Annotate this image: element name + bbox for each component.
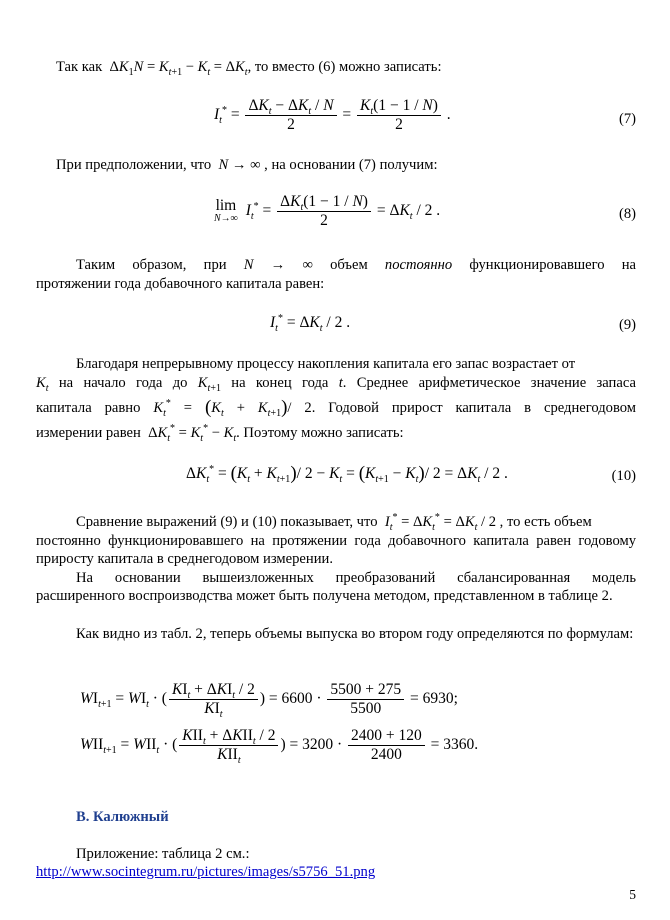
text: капитала равно xyxy=(36,400,141,416)
text: , на основании (7) получим: xyxy=(264,157,438,173)
equation-number: (9) xyxy=(618,317,636,333)
text: При предположении, что xyxy=(56,157,212,173)
inline-formula: $I_t^* = \Delta K_t^* = \Delta K_t / 2$ xyxy=(384,512,500,533)
text-emphasis: постоянно xyxy=(384,257,453,273)
paragraph-4-line-1: Благодаря непрерывному процессу накопления капитала его запас возрастает от xyxy=(76,356,576,372)
value: 2400 xyxy=(370,746,402,763)
text: функционировавшего на xyxy=(469,257,636,273)
inline-formula: $K_{t+1}$ xyxy=(197,375,221,394)
value: 5500 xyxy=(350,700,382,717)
inline-formula: $\Delta K_1N = K_{t+1} - K_t = \Delta K_t$ xyxy=(105,59,248,78)
inline-formula: N → ∞ xyxy=(218,157,265,173)
value: 2400 xyxy=(351,727,383,744)
value: 3360 xyxy=(443,736,475,754)
equation-number: (7) xyxy=(618,111,636,127)
value: 6930 xyxy=(422,690,454,708)
paragraph-5-rest: постоянно функционировавшего на протяжении года добавочного капитала равен годовому приросту капитала в среднегодовом измерении. xyxy=(36,533,636,567)
value: 3200 xyxy=(302,736,334,754)
paragraph-3-line-1 xyxy=(76,256,636,274)
paragraph-4-line-2 xyxy=(36,374,636,392)
author-name: В. Калюжный xyxy=(76,809,169,825)
paragraph-4-line-4 xyxy=(36,424,404,442)
appendix-label: Приложение: таблица 2 см.: xyxy=(76,846,250,862)
text: Сравнение выражений (9) и (10) показывает, что xyxy=(76,514,378,530)
text: на начало года до xyxy=(58,375,188,391)
paragraph-5-line-1 xyxy=(76,513,592,531)
inline-formula: t xyxy=(338,375,343,391)
equation-number: (8) xyxy=(618,206,636,222)
inline-formula: $\Delta K_t^* = K_t^* - K_t$ xyxy=(144,423,237,444)
equation-number: (10) xyxy=(611,468,636,484)
page-number: 5 xyxy=(629,887,636,902)
text: , то вместо (6) можно записать: xyxy=(247,59,442,75)
value: 275 xyxy=(377,681,402,698)
value: 5500 xyxy=(330,681,362,698)
text: объем xyxy=(330,257,368,273)
paragraph-2 xyxy=(56,156,438,174)
paragraph-7: Как видно из табл. 2, теперь объемы выпуска во втором году определяются по формулам: xyxy=(76,626,634,642)
text: . Годовой прирост капитала в среднегодовом xyxy=(311,400,637,416)
appendix-link[interactable]: http://www.socintegrum.ru/pictures/images/s5756_51.png xyxy=(36,864,376,880)
text: измерении равен xyxy=(36,425,141,441)
text: . Среднее арифметическое значение запаса xyxy=(342,375,636,391)
equation-9: $I_t^* = \Delta K_t / 2$ . xyxy=(270,312,351,335)
text: . Поэтому можно записать: xyxy=(236,425,404,441)
text: Таким образом, при xyxy=(76,257,227,273)
paragraph-3-line-2: протяжении года добавочного капитала равен: xyxy=(36,276,325,292)
formula-w2: $WII_{t+1} = WII_t$ · ( $\frac{KII_t + \Delta KII_t / 2}{KII_t}$ ) = 3200 · $\frac{2400 + 120}{2400}$ = 3360. xyxy=(80,727,479,767)
text: , то есть объем xyxy=(499,514,592,530)
equation-7: $I_t^*$ = $\frac{\Delta K_t - \Delta K_t / N}{2}$ = $\frac{K_t(1 - 1 / N)}{2}$ . xyxy=(214,97,451,133)
value: 6600 xyxy=(281,690,313,708)
equation-8: lim N→∞ $I_t^*$ = $\frac{\Delta K_t(1 - 1 / N)}{2}$ = $\Delta K_t / 2$ . xyxy=(214,193,441,229)
inline-formula: N → ∞ xyxy=(243,257,313,273)
inline-formula: $K_t$ xyxy=(36,375,49,394)
inline-formula: $K_t^* = (K_t + K_{t+1})/$ 2 xyxy=(153,397,312,419)
paragraph-6: На основании вышеизложенных преобразований сбалансированная модель расширенного воспроизводства может быть получена методом, представленном в таблице 2. xyxy=(36,570,636,604)
paragraph-1 xyxy=(56,58,442,76)
value: 120 xyxy=(398,727,422,744)
text: Так как xyxy=(56,59,103,75)
formula-w1: $WI_{t+1} = WI_t$ · ( $\frac{KI_t + \Delta KI_t / 2}{KI_t}$ ) = 6600 · $\frac{5500 + 275}{5500}$ = 6930; xyxy=(80,681,458,721)
paragraph-4-line-3 xyxy=(36,399,636,417)
equation-10: $\Delta K_t^* = (K_t + K_{t+1})/$ $2 - K_t = (K_{t+1} - K_t)/$ $2 = \Delta K_t / 2$ . xyxy=(186,463,508,486)
text: на конец года xyxy=(231,375,329,391)
